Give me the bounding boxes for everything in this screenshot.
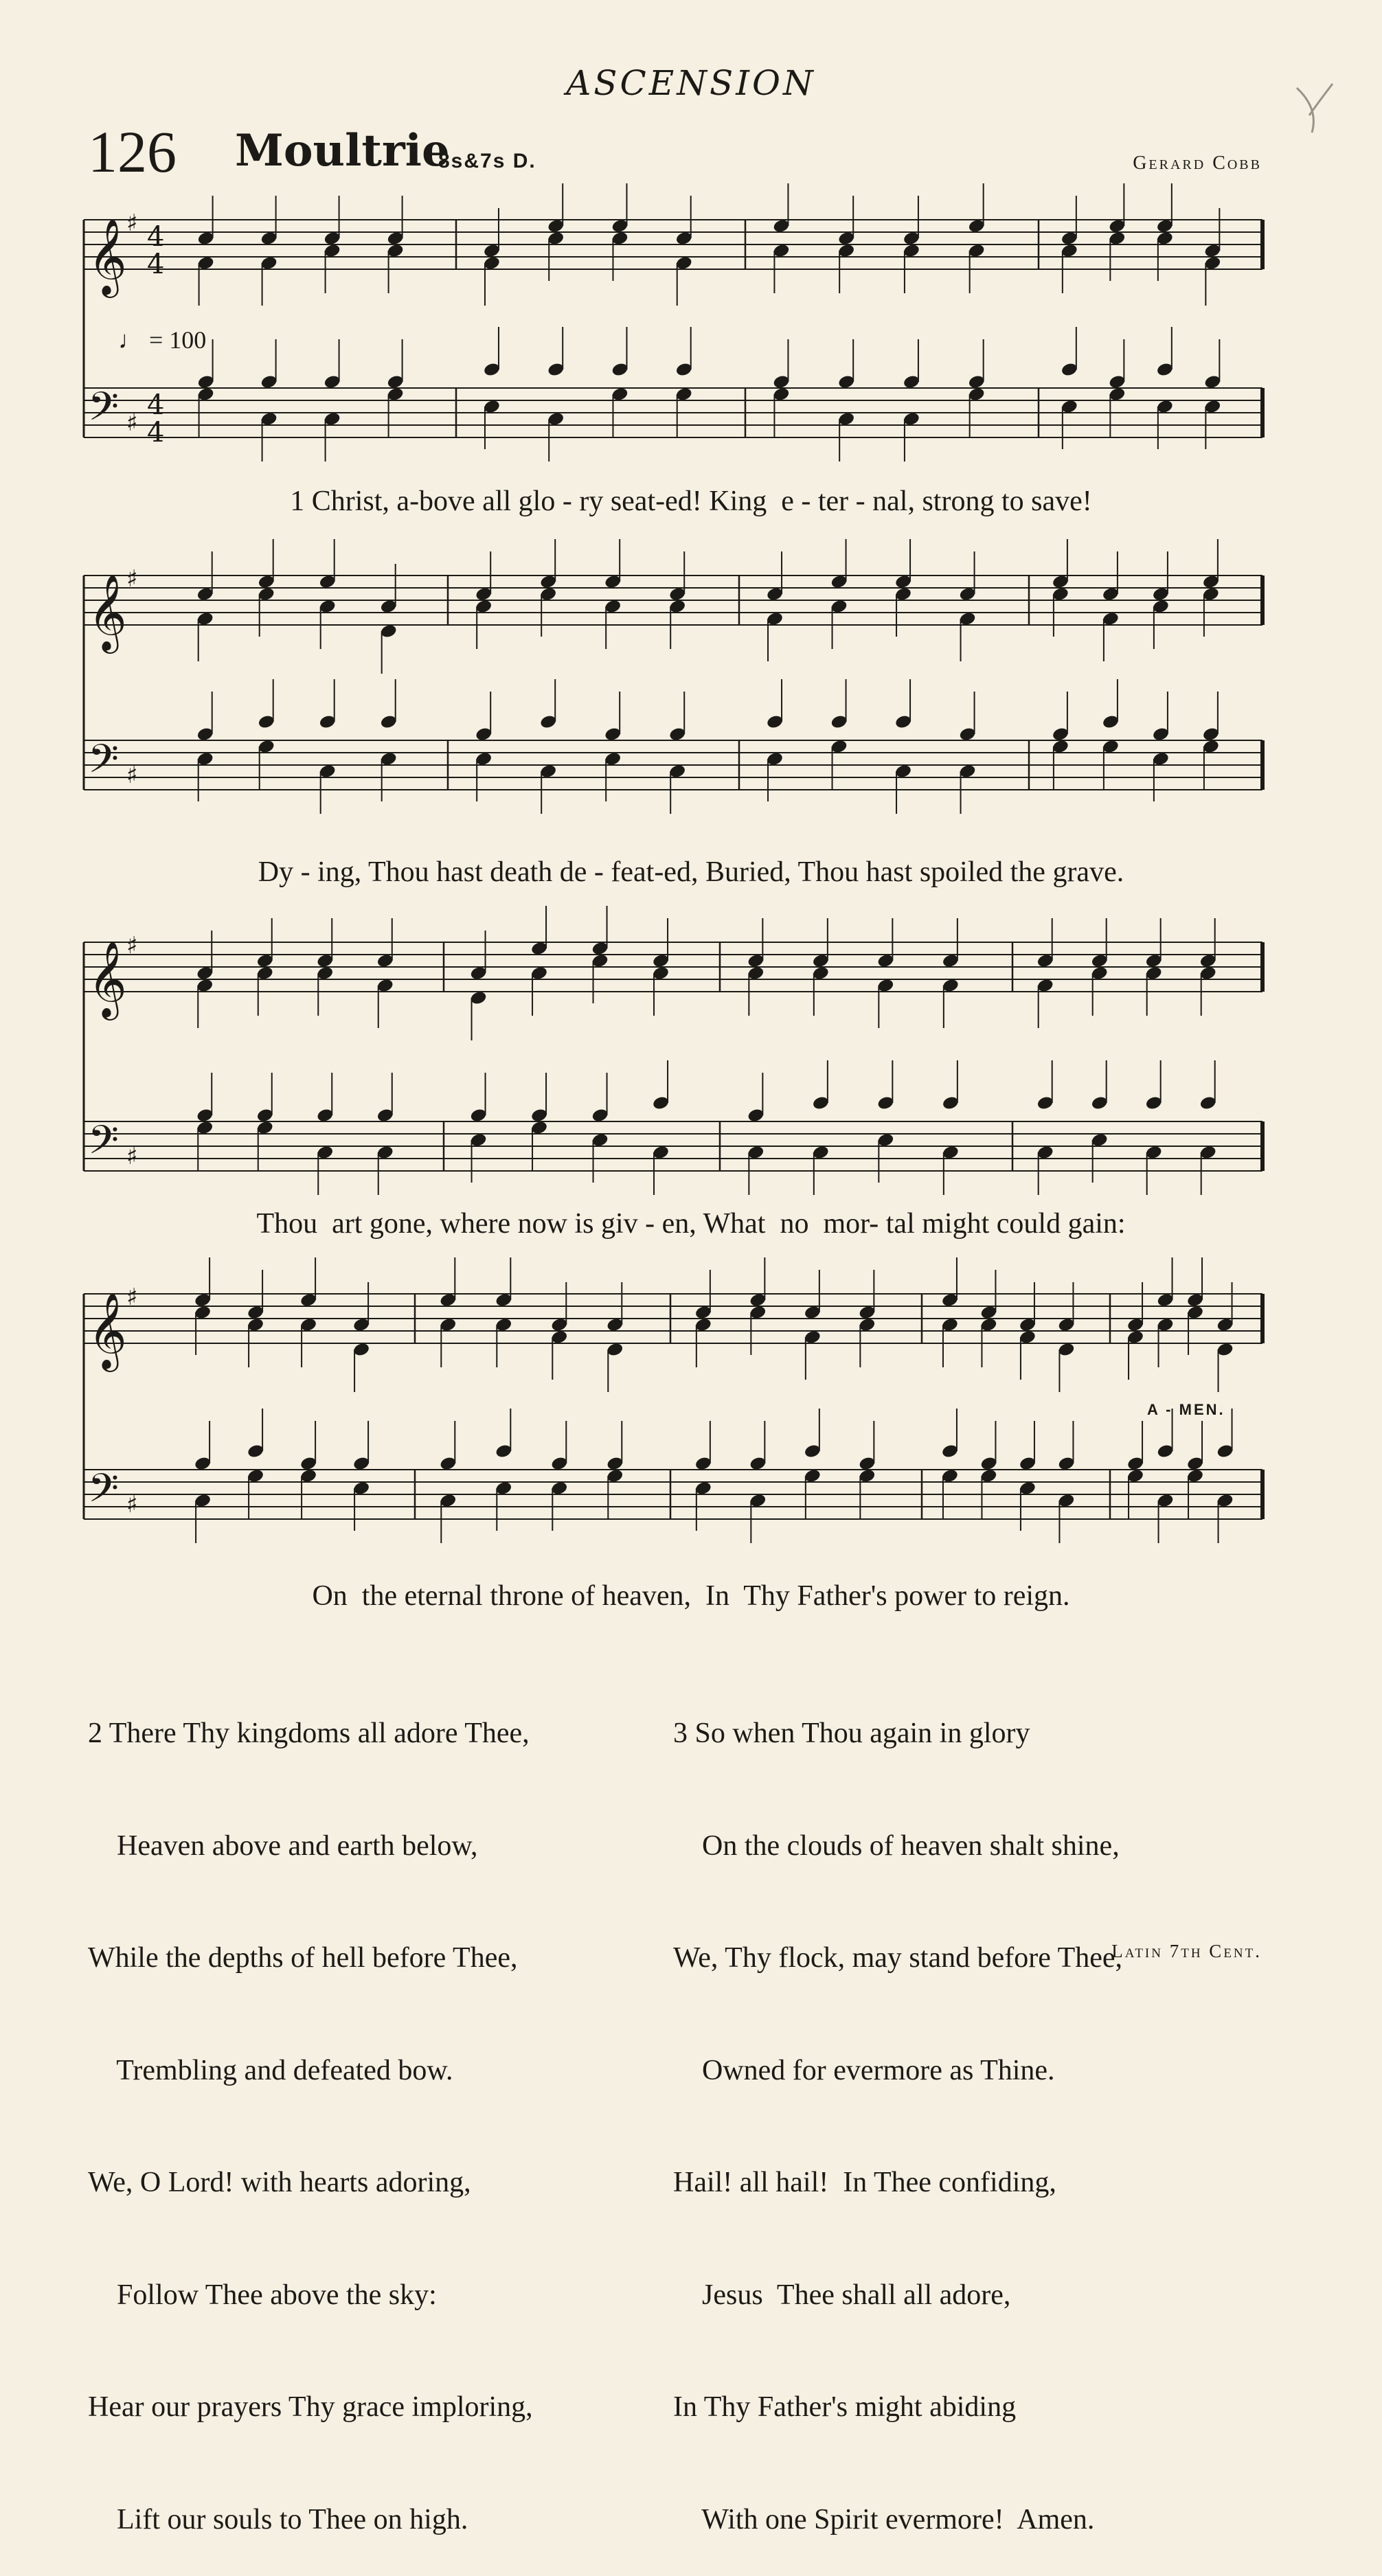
verse-line: 3 So when Thou again in glory	[673, 1718, 1030, 1749]
time-signature: 4	[147, 221, 165, 253]
verse-line: We, Thy flock, may stand before Thee,	[673, 1942, 1123, 1974]
bass-clef: 𝄢	[88, 383, 120, 440]
key-signature-sharp: ♯	[126, 1143, 138, 1170]
key-signature-sharp: ♯	[126, 409, 138, 437]
time-signature: 4	[147, 249, 165, 280]
meter: 8s&7s D.	[438, 150, 536, 172]
verse-3	[673, 1640, 1122, 2576]
verse-line: Heaven above and earth below,	[88, 1830, 478, 1862]
verse-line: With one Spirit evermore! Amen.	[673, 2503, 1095, 2535]
verse-line: Lift our souls to Thee on high.	[88, 2503, 468, 2535]
metronome-marking: ♩ = 100	[118, 326, 207, 354]
verse-line: While the depths of hell before Thee,	[88, 1942, 518, 1974]
lyric-line-3: Thou art gone, where now is giv - en, What no mor- tal might could gain:	[256, 1208, 1126, 1240]
bass-clef: 𝄢	[88, 1117, 120, 1173]
treble-clef: 𝄞	[88, 218, 127, 295]
key-signature-sharp: ♯	[126, 565, 138, 593]
verse-line: We, O Lord! with hearts adoring,	[88, 2167, 471, 2198]
lyric-line-1: 1 Christ, a-bove all glo - ry seat-ed! King e - ter - nal, strong to save!	[290, 486, 1092, 517]
lyric-line-4: On the eternal throne of heaven, In Thy Father's power to reign.	[312, 1580, 1070, 1612]
key-signature-sharp: ♯	[126, 762, 138, 789]
hymn-number: 126	[88, 119, 177, 185]
verse-line: On the clouds of heaven shalt shine,	[673, 1830, 1120, 1862]
verse-line: Hail! all hail! In Thee confiding,	[673, 2167, 1056, 2198]
bass-clef: 𝄢	[88, 736, 120, 792]
verse-2	[88, 1640, 533, 2576]
time-signature: 4	[147, 389, 165, 421]
verse-line: Owned for evermore as Thine.	[673, 2054, 1055, 2086]
time-signature: 4	[147, 417, 165, 448]
verse-line: Hear our prayers Thy grace imploring,	[88, 2391, 533, 2423]
key-signature-sharp: ♯	[126, 1491, 138, 1518]
verse-line: In Thy Father's might abiding	[673, 2391, 1017, 2423]
key-signature-sharp: ♯	[126, 209, 138, 237]
verse-line: Jesus Thee shall all adore,	[673, 2279, 1011, 2311]
verse-line: Trembling and defeated bow.	[88, 2054, 453, 2086]
composer: Gerard Cobb	[1133, 152, 1262, 174]
attribution: Latin 7th Cent.	[1111, 1941, 1262, 1961]
section-title: ASCENSION	[566, 63, 816, 103]
lyric-line-2: Dy - ing, Thou hast death de - feat-ed, Buried, Thou hast spoiled the grave.	[258, 856, 1124, 888]
bass-clef: 𝄢	[88, 1465, 120, 1521]
treble-clef: 𝄞	[88, 573, 127, 650]
key-signature-sharp: ♯	[126, 1284, 138, 1311]
verse-line: 2 There Thy kingdoms all adore Thee,	[88, 1718, 530, 1749]
treble-clef: 𝄞	[88, 1292, 127, 1369]
amen-label: A - MEN.	[1147, 1401, 1225, 1418]
key-signature-sharp: ♯	[126, 932, 138, 959]
tune-name: Moultrie	[235, 125, 450, 176]
verse-line: Follow Thee above the sky:	[88, 2279, 437, 2311]
treble-clef: 𝄞	[88, 940, 127, 1017]
